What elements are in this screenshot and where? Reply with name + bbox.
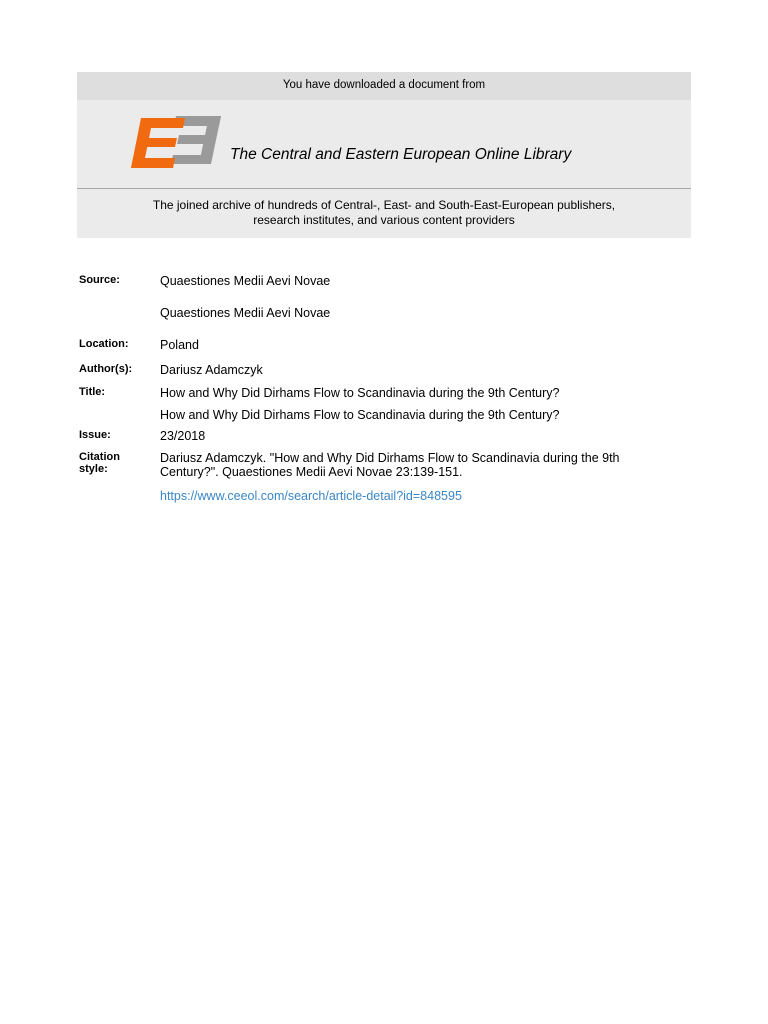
source-value: Quaestiones Medii Aevi Novae xyxy=(160,274,331,288)
download-notice: You have downloaded a document from xyxy=(77,72,691,100)
citation-label-line-2: style: xyxy=(79,463,108,475)
authors-value: Dariusz Adamczyk xyxy=(160,363,263,377)
citation-value: Dariusz Adamczyk. "How and Why Did Dirhams Flow to Scandinavia during the 9th Century?". Quaestiones Medii Aevi Novae 23:139-151. xyxy=(160,451,620,479)
citation-label xyxy=(79,451,149,475)
title-label: Title: xyxy=(79,386,106,398)
issue-value: 23/2018 xyxy=(160,429,206,443)
location-value: Poland xyxy=(160,338,199,352)
authors-label: Author(s): xyxy=(79,363,133,375)
issue-label: Issue: xyxy=(79,429,111,441)
library-tagline xyxy=(77,198,691,228)
ceeol-logo-icon xyxy=(131,112,223,170)
title-value-2: How and Why Did Dirhams Flow to Scandinavia during the 9th Century? xyxy=(160,408,560,422)
banner-divider xyxy=(77,188,691,189)
article-url-link[interactable]: https://www.ceeol.com/search/article-detail?id=848595 xyxy=(160,489,462,503)
ceeol-banner xyxy=(77,72,691,238)
source-value-2: Quaestiones Medii Aevi Novae xyxy=(160,306,331,320)
tagline-line-1: The joined archive of hundreds of Central-, East- and South-East-European publishers, xyxy=(152,198,616,212)
source-label: Source: xyxy=(79,274,120,286)
title-value: How and Why Did Dirhams Flow to Scandinavia during the 9th Century? xyxy=(160,386,560,400)
location-label: Location: xyxy=(79,338,129,350)
tagline-line-2: research institutes, and various content providers xyxy=(253,213,515,227)
library-name: The Central and Eastern European Online Library xyxy=(230,146,572,163)
citation-label-line-1: Citation xyxy=(79,451,120,463)
